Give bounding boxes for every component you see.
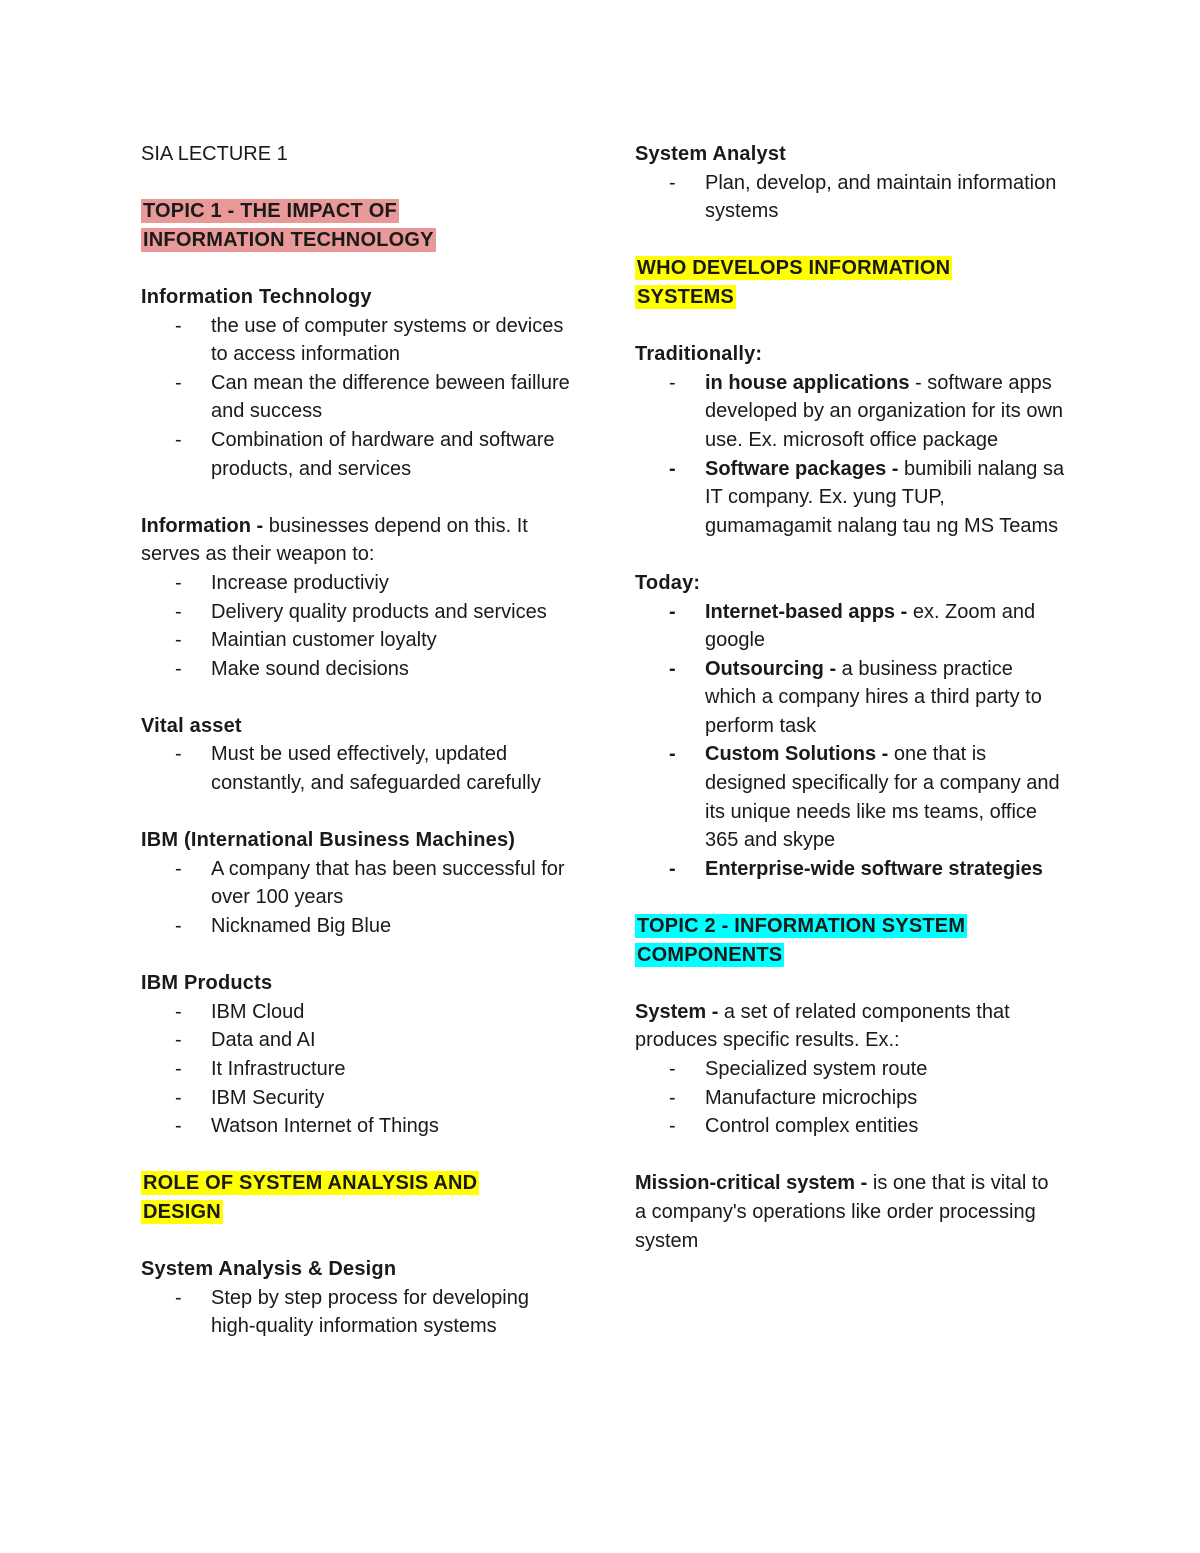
- list-item: - IBM Security: [141, 1084, 571, 1113]
- list-item: - Can mean the difference beween faillure and success: [141, 369, 571, 426]
- traditionally-list: [635, 369, 1065, 541]
- list-item: [635, 455, 1065, 541]
- list-item: - IBM Cloud: [141, 998, 571, 1027]
- list-item: [635, 369, 1065, 455]
- list-item: - Specialized system route: [635, 1055, 1065, 1084]
- list-item: [635, 598, 1065, 655]
- topic-1-line-2: INFORMATION TECHNOLOGY: [143, 228, 434, 251]
- item-desc: ex. Zoom and google: [705, 600, 1036, 652]
- list-item: [635, 855, 1065, 884]
- item-desc: bumibili nalang sa IT company. Ex. yung TUP, gumamagamit nalang tau ng MS Teams: [705, 457, 1065, 537]
- list-item: - Step by step process for developing high-quality information systems: [141, 1284, 571, 1341]
- item-term: Internet-based apps -: [705, 600, 908, 623]
- ibm-heading: IBM (International Business Machines): [141, 829, 516, 852]
- list-item: - Delivery quality products and services: [141, 598, 571, 627]
- information-desc: businesses depend on this. It serves as their weapon to:: [141, 514, 528, 566]
- list-item: - Control complex entities: [635, 1112, 1065, 1141]
- information-list: [141, 569, 571, 683]
- role-heading: [141, 1169, 571, 1226]
- item-desc: a business practice which a company hires a third party to perform task: [705, 657, 1042, 737]
- list-item: - Nicknamed Big Blue: [141, 912, 571, 941]
- left-column: [141, 140, 571, 1341]
- right-column: [635, 140, 1065, 1255]
- item-term: Enterprise-wide software strategies: [705, 857, 1043, 880]
- ibm-products-heading: IBM Products: [141, 972, 273, 995]
- list-item: - Must be used effectively, updated constantly, and safeguarded carefully: [141, 740, 571, 797]
- system-list: [635, 1055, 1065, 1141]
- ibm-products-list: [141, 998, 571, 1141]
- information-paragraph: [141, 512, 571, 569]
- item-term: in house applications: [705, 371, 910, 394]
- topic-2-heading: [635, 912, 1065, 969]
- it-list: [141, 312, 571, 484]
- today-list: [635, 598, 1065, 884]
- list-item: - the use of computer systems or devices to access information: [141, 312, 571, 369]
- list-item: - Combination of hardware and software products, and services: [141, 426, 571, 483]
- item-desc: - software apps developed by an organization for its own use. Ex. microsoft office package: [705, 371, 1064, 451]
- it-heading: Information Technology: [141, 285, 372, 308]
- system-paragraph: [635, 998, 1065, 1055]
- list-item: - Data and AI: [141, 1026, 571, 1055]
- role-line-2: DESIGN: [143, 1200, 221, 1223]
- list-item: - A company that has been successful for over 100 years: [141, 855, 571, 912]
- who-line-2: SYSTEMS: [637, 285, 734, 308]
- list-item: - Make sound decisions: [141, 655, 571, 684]
- mission-critical-paragraph: [635, 1169, 1065, 1255]
- item-term: Outsourcing -: [705, 657, 837, 680]
- list-item: - Increase productiviy: [141, 569, 571, 598]
- system-desc: a set of related components that produces specific results. Ex.:: [635, 1000, 1010, 1052]
- list-item: - Watson Internet of Things: [141, 1112, 571, 1141]
- topic-2-line-2: COMPONENTS: [637, 943, 783, 966]
- item-term: Software packages -: [705, 457, 899, 480]
- list-item: [635, 655, 1065, 741]
- traditionally-heading: Traditionally:: [635, 343, 763, 366]
- list-item: - Plan, develop, and maintain information systems: [635, 169, 1065, 226]
- sad-heading: System Analysis & Design: [141, 1258, 397, 1281]
- topic-1-line-1: TOPIC 1 - THE IMPACT OF: [143, 200, 397, 223]
- mission-critical-desc: is one that is vital to a company's operations like order processing system: [635, 1172, 1049, 1252]
- system-analyst-list: [635, 169, 1065, 226]
- list-item: - Manufacture microchips: [635, 1084, 1065, 1113]
- item-desc: one that is designed specifically for a company and its unique needs like ms teams, office 365 and skype: [705, 743, 1060, 852]
- information-term: Information -: [141, 514, 264, 537]
- item-term: Custom Solutions -: [705, 743, 889, 766]
- system-term: System -: [635, 1000, 719, 1023]
- today-heading: Today:: [635, 571, 701, 594]
- role-line-1: ROLE OF SYSTEM ANALYSIS AND: [143, 1172, 478, 1195]
- sad-list: [141, 1284, 571, 1341]
- who-line-1: WHO DEVELOPS INFORMATION: [637, 257, 951, 280]
- lecture-title: SIA LECTURE 1: [141, 143, 288, 165]
- topic-1-heading: [141, 197, 571, 254]
- system-analyst-heading: System Analyst: [635, 143, 787, 165]
- list-item: [635, 740, 1065, 854]
- vital-asset-list: [141, 740, 571, 797]
- topic-2-line-1: TOPIC 2 - INFORMATION SYSTEM: [637, 915, 966, 938]
- ibm-list: [141, 855, 571, 941]
- vital-asset-heading: Vital asset: [141, 714, 242, 737]
- list-item: - Maintian customer loyalty: [141, 626, 571, 655]
- list-item: - It Infrastructure: [141, 1055, 571, 1084]
- mission-critical-term: Mission-critical system -: [635, 1172, 868, 1195]
- who-develops-heading: [635, 254, 1065, 311]
